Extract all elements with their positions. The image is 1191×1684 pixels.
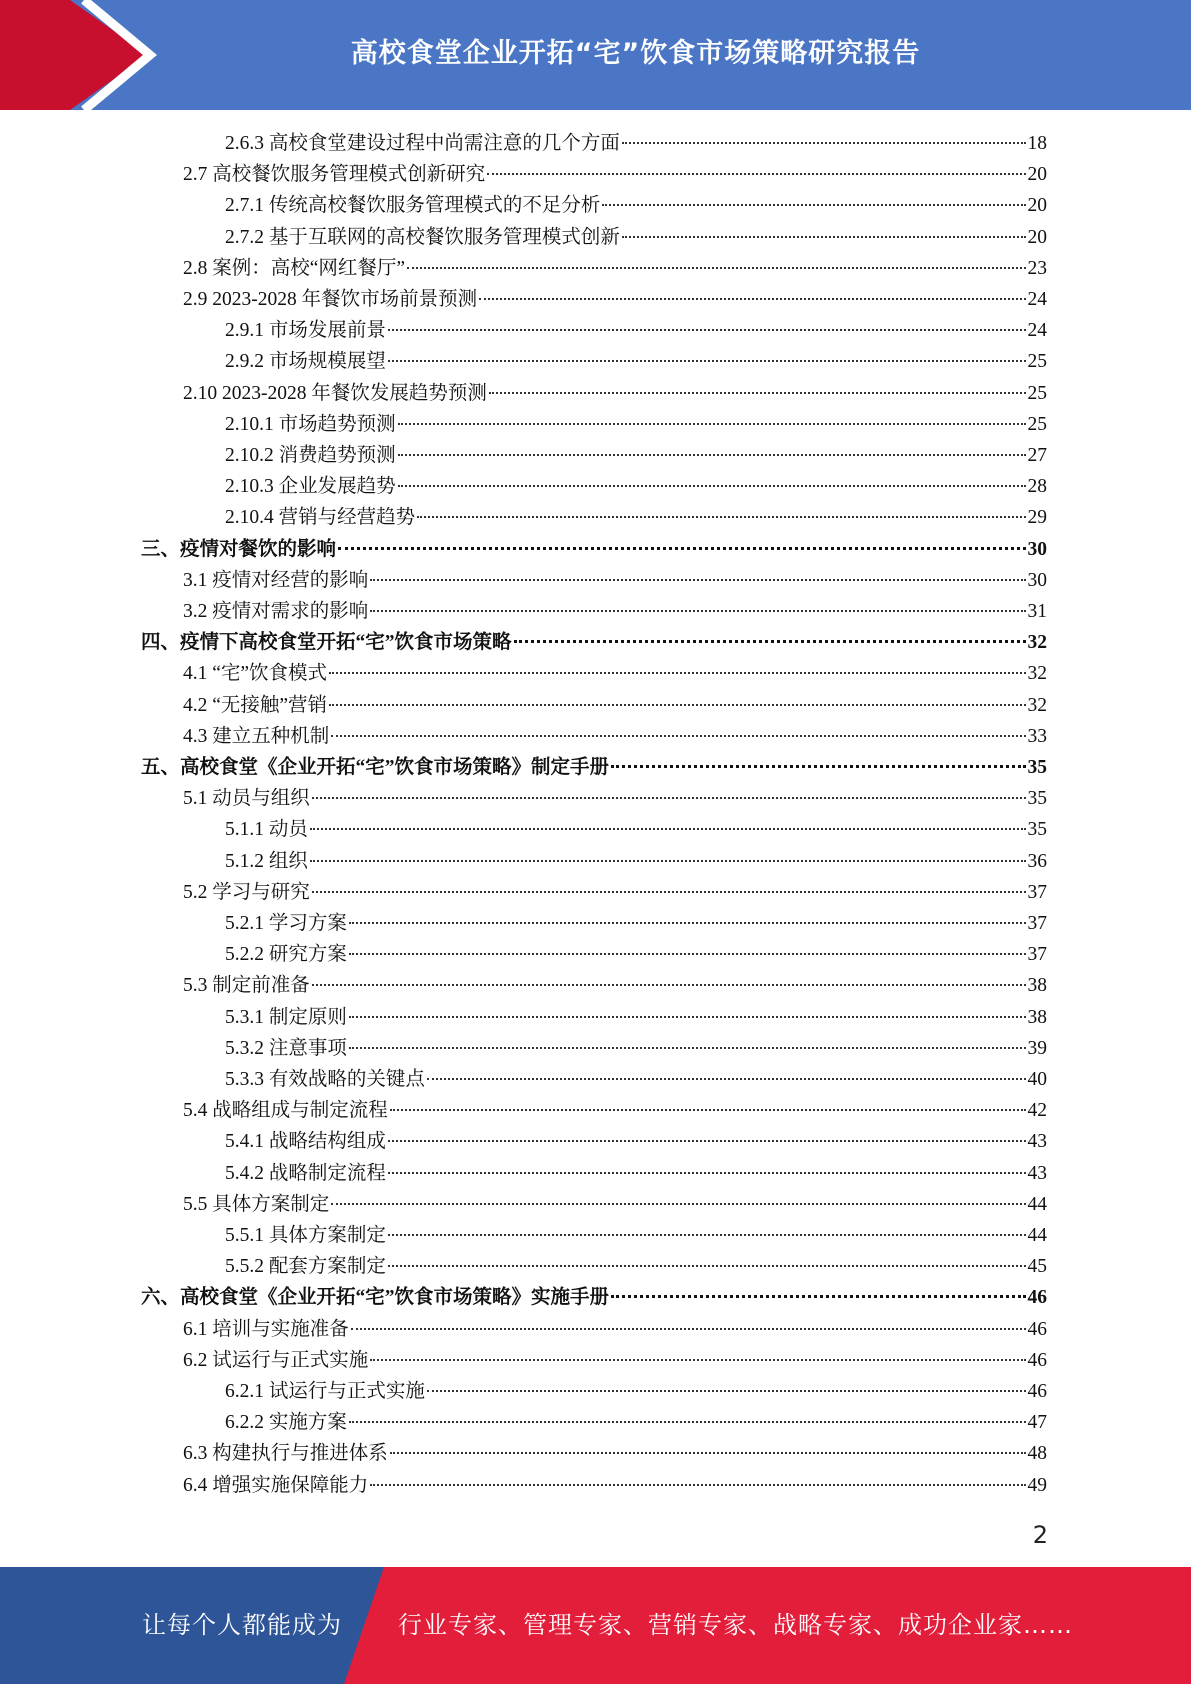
toc-entry-page: 29 (1027, 507, 1047, 529)
toc-dot-leader (338, 547, 1025, 550)
footer-roles: 行业专家、管理专家、营销专家、战略专家、成功企业家…… (398, 1611, 1073, 1639)
toc-entry-label: 5.4 战略组成与制定流程 (183, 1100, 388, 1122)
toc-entry-page: 46 (1027, 1287, 1047, 1309)
toc-entry-label: 2.7.1 传统高校餐饮服务管理模式的不足分析 (225, 195, 601, 217)
toc-entry-label: 2.7.2 基于互联网的高校餐饮服务管理模式创新 (225, 226, 620, 248)
toc-entry[interactable] (225, 1126, 1047, 1157)
toc-entry-page: 38 (1027, 975, 1047, 997)
toc-dot-leader (602, 204, 1025, 206)
toc-entry-page: 35 (1027, 757, 1047, 778)
toc-entry[interactable] (183, 658, 1047, 689)
toc-entry-page: 32 (1027, 694, 1047, 716)
toc-dot-leader (388, 1265, 1026, 1267)
toc-entry[interactable] (141, 752, 1047, 783)
toc-entry[interactable] (225, 222, 1047, 253)
toc-entry-page: 45 (1027, 1256, 1047, 1278)
toc-entry-label: 5.1.2 组织 (225, 850, 308, 872)
toc-entry-label: 3.2 疫情对需求的影响 (183, 601, 369, 622)
toc-entry-label: 5.3.3 有效战略的关键点 (225, 1069, 425, 1090)
toc-entry-label: 2.10.4 营销与经营趋势 (225, 507, 416, 529)
toc-dot-leader (349, 1421, 1026, 1423)
toc-entry-page: 32 (1027, 632, 1047, 654)
toc-entry-label: 5.4.2 战略制定流程 (225, 1162, 386, 1184)
toc-entry[interactable] (225, 1251, 1047, 1282)
toc-entry-label: 5.4.1 战略结构组成 (225, 1131, 386, 1153)
toc-dot-leader (329, 672, 1025, 674)
toc-entry-page: 43 (1027, 1162, 1047, 1184)
toc-entry-page: 37 (1027, 881, 1047, 903)
toc-dot-leader (310, 828, 1026, 830)
toc-entry-page: 33 (1027, 725, 1047, 747)
toc-entry[interactable] (225, 128, 1047, 159)
toc-dot-leader (611, 1295, 1025, 1298)
toc-entry[interactable] (183, 1470, 1047, 1501)
toc-dot-leader (388, 329, 1026, 331)
toc-entry-page: 48 (1027, 1443, 1047, 1465)
toc-entry[interactable] (225, 190, 1047, 221)
toc-entry[interactable] (225, 440, 1047, 471)
toc-entry[interactable] (225, 939, 1047, 970)
toc-entry[interactable] (183, 970, 1047, 1001)
toc-entry[interactable] (225, 1376, 1047, 1407)
toc-entry-label: 4.1 “宅”饮食模式 (183, 663, 328, 685)
toc-dot-leader (329, 704, 1025, 706)
report-title: 高校食堂企业开拓“宅”饮食市场策略研究报告 (350, 37, 921, 69)
toc-dot-leader (349, 922, 1026, 924)
toc-dot-leader (622, 142, 1026, 144)
toc-entry-label: 2.10.1 市场趋势预测 (225, 413, 396, 435)
toc-entry[interactable] (183, 159, 1047, 190)
toc-entry-label: 6.2.2 实施方案 (225, 1412, 347, 1434)
toc-entry-label: 六、高校食堂《企业开拓“宅”饮食市场策略》实施手册 (141, 1287, 610, 1309)
toc-entry[interactable] (183, 1438, 1047, 1469)
toc-entry[interactable] (225, 1407, 1047, 1438)
toc-entry[interactable] (225, 346, 1047, 377)
toc-entry-label: 5.2.2 研究方案 (225, 944, 347, 966)
toc-dot-leader (312, 984, 1026, 986)
toc-entry-page: 28 (1027, 476, 1047, 498)
toc-dot-leader (407, 267, 1025, 269)
toc-entry-page: 27 (1027, 445, 1047, 466)
toc-dot-leader (388, 1234, 1026, 1236)
toc-entry-page: 23 (1027, 257, 1047, 279)
toc-entry-page: 44 (1027, 1193, 1047, 1215)
toc-entry-label: 5.5.1 具体方案制定 (225, 1225, 386, 1246)
toc-entry-page: 38 (1027, 1006, 1047, 1028)
toc-dot-leader (427, 1390, 1026, 1392)
toc-entry[interactable] (183, 721, 1047, 752)
toc-entry-page: 37 (1027, 944, 1047, 966)
toc-entry-label: 6.4 增强实施保障能力 (183, 1474, 369, 1496)
toc-dot-leader (331, 735, 1025, 737)
toc-entry[interactable] (141, 534, 1047, 565)
toc-dot-leader (398, 454, 1026, 456)
toc-entry[interactable] (225, 1002, 1047, 1033)
toc-entry-page: 39 (1027, 1037, 1047, 1059)
toc-dot-leader (388, 1140, 1026, 1142)
toc-entry-label: 3.1 疫情对经营的影响 (183, 569, 369, 591)
toc-entry[interactable] (183, 1095, 1047, 1126)
toc-entry-label: 2.10.2 消费趋势预测 (225, 445, 396, 466)
toc-entry[interactable] (183, 253, 1047, 284)
toc-entry-page: 37 (1027, 913, 1047, 934)
toc-entry-label: 5.3.1 制定原则 (225, 1006, 347, 1028)
toc-entry-label: 5.3.2 注意事项 (225, 1037, 347, 1059)
toc-dot-leader (370, 579, 1025, 581)
toc-entry-page: 20 (1027, 226, 1047, 248)
toc-entry-label: 2.10.3 企业发展趋势 (225, 476, 396, 498)
toc-entry[interactable] (225, 846, 1047, 877)
toc-entry-page: 44 (1027, 1225, 1047, 1246)
toc-entry-page: 20 (1027, 195, 1047, 217)
toc-dot-leader (351, 1328, 1026, 1330)
toc-entry-label: 5.1 动员与组织 (183, 788, 310, 810)
toc-entry-page: 43 (1027, 1131, 1047, 1153)
toc-dot-leader (388, 360, 1026, 362)
toc-entry-label: 2.9 2023-2028 年餐饮市场前景预测 (183, 289, 478, 310)
page-header (0, 0, 1191, 110)
toc-entry-label: 6.1 培训与实施准备 (183, 1318, 349, 1340)
toc-dot-leader (388, 1172, 1026, 1174)
toc-entry-label: 5.5.2 配套方案制定 (225, 1256, 386, 1278)
toc-entry[interactable] (225, 315, 1047, 346)
toc-entry-page: 42 (1027, 1100, 1047, 1122)
toc-entry-label: 5.1.1 动员 (225, 819, 308, 841)
toc-dot-leader (370, 1359, 1025, 1361)
toc-dot-leader (398, 423, 1026, 425)
toc-dot-leader (622, 236, 1026, 238)
toc-entry-page: 35 (1027, 819, 1047, 841)
toc-entry-page: 25 (1027, 382, 1047, 404)
toc-dot-leader (312, 797, 1026, 799)
toc-dot-leader (390, 1452, 1026, 1454)
toc-entry[interactable] (183, 596, 1047, 627)
toc-dot-leader (370, 1484, 1025, 1486)
toc-entry[interactable] (225, 409, 1047, 440)
toc-entry[interactable] (183, 1314, 1047, 1345)
toc-dot-leader (514, 640, 1026, 643)
toc-entry-page: 36 (1027, 850, 1047, 872)
toc-entry[interactable] (183, 690, 1047, 721)
toc-entry-page: 31 (1027, 601, 1047, 622)
toc-entry-page: 46 (1027, 1318, 1047, 1340)
toc-entry-page: 40 (1027, 1069, 1047, 1090)
toc-entry-label: 2.6.3 高校食堂建设过程中尚需注意的几个方面 (225, 133, 620, 154)
toc-entry-page: 30 (1027, 538, 1047, 560)
toc-entry-page: 49 (1027, 1474, 1047, 1496)
toc-dot-leader (417, 516, 1025, 518)
toc-entry[interactable] (183, 783, 1047, 814)
toc-entry-page: 32 (1027, 663, 1047, 685)
toc-entry[interactable] (225, 1064, 1047, 1095)
toc-dot-leader (487, 173, 1025, 175)
toc-entry[interactable] (183, 565, 1047, 596)
toc-entry-label: 6.2.1 试运行与正式实施 (225, 1381, 425, 1402)
toc-entry-label: 5.3 制定前准备 (183, 975, 310, 997)
toc-entry-label: 2.7 高校餐饮服务管理模式创新研究 (183, 164, 486, 186)
toc-dot-leader (489, 392, 1026, 394)
toc-entry-label: 6.2 试运行与正式实施 (183, 1349, 369, 1371)
toc-dot-leader (331, 1203, 1025, 1205)
toc-entry[interactable] (141, 627, 1047, 658)
toc-entry[interactable] (183, 284, 1047, 315)
toc-dot-leader (310, 860, 1026, 862)
toc-entry-label: 5.2 学习与研究 (183, 881, 310, 903)
toc-entry-label: 5.5 具体方案制定 (183, 1193, 330, 1215)
toc-entry-label: 2.9.2 市场规模展望 (225, 351, 386, 373)
toc-entry[interactable] (141, 1282, 1047, 1313)
toc-entry-label: 4.3 建立五种机制 (183, 725, 330, 747)
toc-entry[interactable] (225, 1220, 1047, 1251)
toc-entry-label: 三、疫情对餐饮的影响 (141, 538, 337, 560)
toc-entry-label: 2.8 案例：高校“网红餐厅” (183, 257, 406, 279)
toc-entry-label: 5.2.1 学习方案 (225, 913, 347, 934)
toc-entry-page: 25 (1027, 351, 1047, 373)
toc-entry-page: 46 (1027, 1349, 1047, 1371)
toc-dot-leader (611, 765, 1025, 768)
toc-dot-leader (312, 891, 1026, 893)
toc-entry[interactable] (225, 1033, 1047, 1064)
toc-entry-label: 4.2 “无接触”营销 (183, 694, 328, 716)
toc-entry[interactable] (225, 908, 1047, 939)
toc-entry-page: 18 (1027, 133, 1047, 154)
toc-entry-label: 四、疫情下高校食堂开拓“宅”饮食市场策略 (141, 632, 512, 654)
page-footer (0, 1567, 1191, 1684)
toc-entry-page: 46 (1027, 1381, 1047, 1402)
toc-entry-page: 25 (1027, 413, 1047, 435)
toc-entry[interactable] (183, 378, 1047, 409)
toc-entry-page: 24 (1027, 320, 1047, 342)
toc-entry[interactable] (225, 502, 1047, 533)
toc-entry[interactable] (225, 1158, 1047, 1189)
toc-dot-leader (390, 1109, 1026, 1111)
toc-entry-page: 24 (1027, 289, 1047, 310)
toc-dot-leader (398, 485, 1026, 487)
toc-dot-leader (479, 298, 1025, 300)
toc-dot-leader (349, 953, 1026, 955)
toc-entry[interactable] (183, 877, 1047, 908)
toc-dot-leader (370, 610, 1025, 612)
toc-entry[interactable] (183, 1189, 1047, 1220)
toc-entry[interactable] (225, 814, 1047, 845)
toc-entry-label: 6.3 构建执行与推进体系 (183, 1443, 388, 1465)
toc-entry-label: 五、高校食堂《企业开拓“宅”饮食市场策略》制定手册 (141, 757, 610, 778)
toc-dot-leader (349, 1047, 1026, 1049)
page-number: 2 (1032, 1521, 1048, 1549)
toc-entry-page: 47 (1027, 1412, 1047, 1434)
toc-dot-leader (427, 1078, 1026, 1080)
toc-dot-leader (349, 1016, 1026, 1018)
toc-entry-page: 20 (1027, 164, 1047, 186)
toc-entry[interactable] (183, 1345, 1047, 1376)
toc-entry-label: 2.9.1 市场发展前景 (225, 320, 386, 342)
toc-entry-page: 35 (1027, 788, 1047, 810)
footer-slogan: 让每个人都能成为 (142, 1611, 342, 1639)
toc-entry[interactable] (225, 471, 1047, 502)
toc-entry-label: 2.10 2023-2028 年餐饮发展趋势预测 (183, 382, 487, 404)
toc-entry-page: 30 (1027, 569, 1047, 591)
